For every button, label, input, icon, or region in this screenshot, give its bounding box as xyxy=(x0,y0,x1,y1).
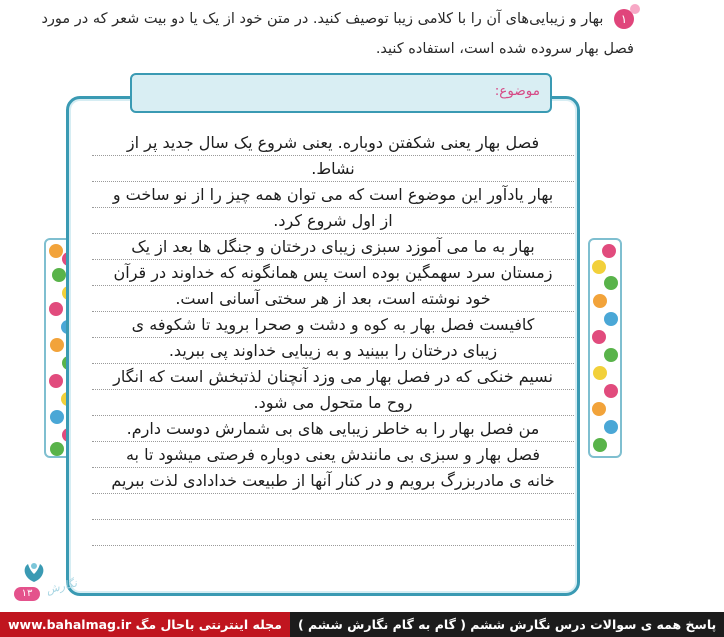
flower-icon xyxy=(592,330,606,344)
floral-border-right xyxy=(588,238,622,458)
flower-icon xyxy=(52,268,66,282)
essay-line: زمستان سرد سهمگین بوده است پس همانگونه که خداوند در قرآن xyxy=(92,260,574,286)
essay-line: نسیم خنکی که در فصل بهار می وزد آنچنان لذتبخش است که انگار xyxy=(92,364,574,390)
flower-icon xyxy=(49,302,63,316)
essay-line: نشاط. xyxy=(92,156,574,182)
footer-bar xyxy=(0,612,717,637)
essay-line: از اول شروع کرد. xyxy=(92,208,574,234)
question-text: بهار و زیبایی‌های آن را با کلامی زیبا توصیف کنید. در متن خود از یک یا دو بیت شعر که در مورد فصل بهار سروده شده است، استفاده کنید. xyxy=(41,11,634,57)
essay-line: بهار به ما می آموزد سبزی زیبای درختان و جنگل ها بعد از یک xyxy=(92,234,574,260)
flower-icon xyxy=(49,244,63,258)
flower-icon xyxy=(593,438,607,452)
flower-icon xyxy=(604,348,618,362)
essay-text xyxy=(92,130,574,546)
essay-line: روح ما متحول می شود. xyxy=(92,390,574,416)
footer-site-link[interactable]: www.bahalmag.ir مجله اینترنتی باحال مگ xyxy=(0,612,290,637)
flower-icon xyxy=(50,442,64,456)
essay-line: کافیست فصل بهار به کوه و دشت و صحرا بروید تا شکوفه ی xyxy=(92,312,574,338)
flower-icon xyxy=(604,312,618,326)
flower-icon xyxy=(604,276,618,290)
essay-line: خانه ی مادربزرگ برویم و در کنار آنها از طبیعت خدادادی لذت ببریم xyxy=(92,468,574,494)
flower-icon xyxy=(50,338,64,352)
question-instruction xyxy=(34,4,634,64)
leaf-icon xyxy=(20,560,48,584)
footer-title: پاسخ همه ی سوالات درس نگارش ششم ( گام به گام نگارش ششم ) xyxy=(290,612,724,637)
flower-icon xyxy=(592,260,606,274)
essay-line: من فصل بهار را به خاطر زیبایی های بی شمارش دوست دارم. xyxy=(92,416,574,442)
flower-icon xyxy=(49,374,63,388)
topic-bar xyxy=(130,73,552,113)
essay-line: فصل بهار یعنی شکفتن دوباره. یعنی شروع یک سال جدید پر از xyxy=(92,130,574,156)
essay-line: زیبای درختان را ببینید و به زیبایی خداوند پی ببرید. xyxy=(92,338,574,364)
flower-icon xyxy=(604,420,618,434)
flower-icon xyxy=(602,244,616,258)
flower-icon xyxy=(593,294,607,308)
essay-line: فصل بهار و سبزی بی مانندش یعنی دوباره فرصتی میشود تا به xyxy=(92,442,574,468)
flower-icon xyxy=(592,402,606,416)
page-number: ۱۳ xyxy=(14,587,40,601)
topic-label: موضوع: xyxy=(494,83,540,99)
essay-line: خود نوشته است، بعد از هر سختی آسانی است. xyxy=(92,286,574,312)
book-wordmark-logo: نگارش xyxy=(44,576,79,597)
flower-icon xyxy=(50,410,64,424)
flower-icon xyxy=(593,366,607,380)
essay-line: بهار یادآور این موضوع است که می توان همه چیز را از نو ساخت و xyxy=(92,182,574,208)
question-number-badge: ۱ xyxy=(614,9,634,29)
flower-icon xyxy=(604,384,618,398)
essay-line xyxy=(92,520,574,546)
essay-line xyxy=(92,494,574,520)
